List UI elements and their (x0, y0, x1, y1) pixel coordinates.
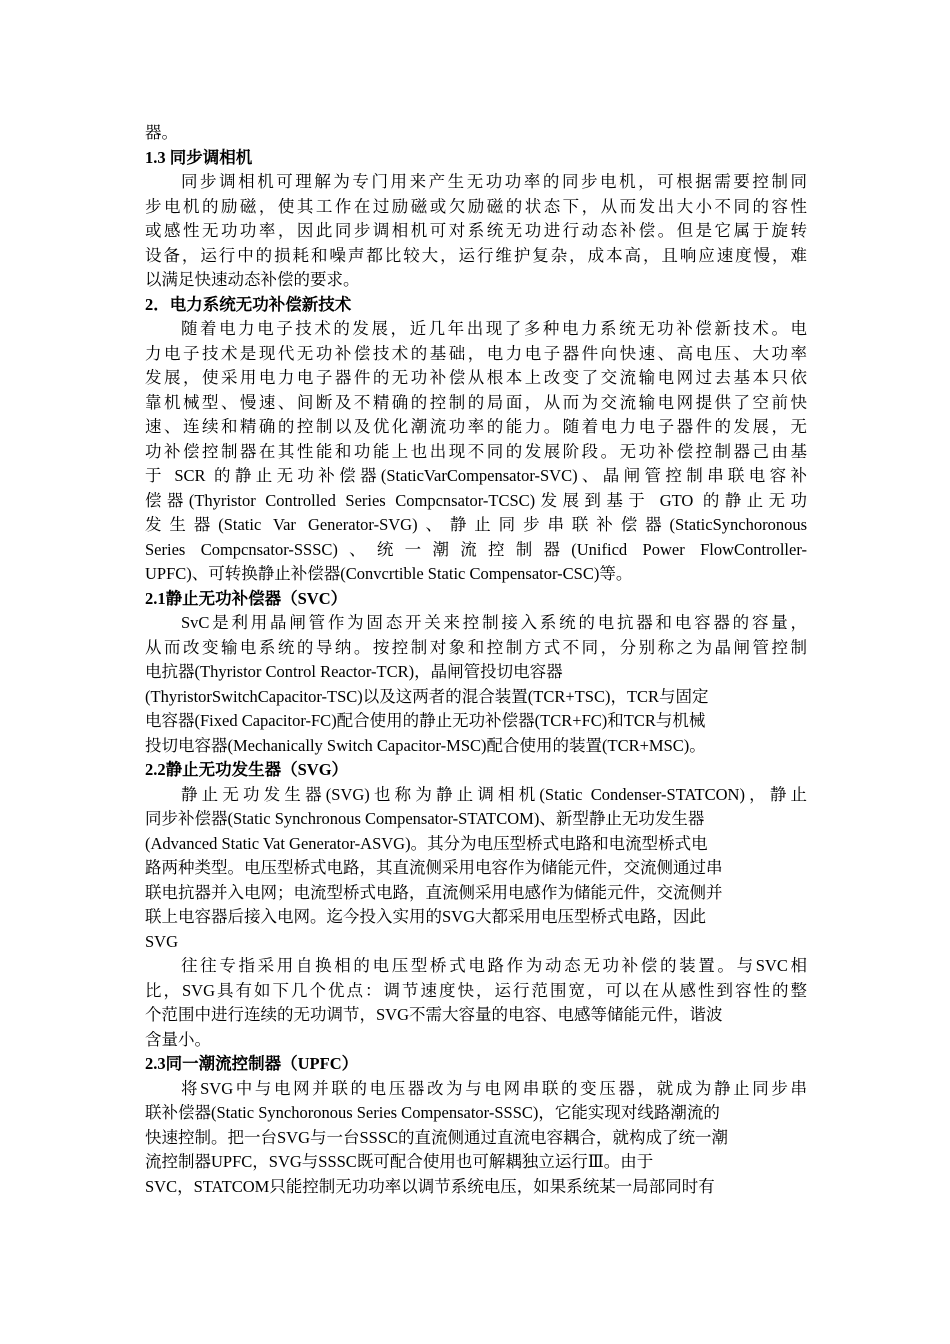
text-line: 随着电力电子技术的发展，近几年出现了多种电力系统无功补偿新技术。电 (181, 319, 807, 338)
text-line: 含量小。 (145, 1029, 211, 1049)
text-line: 以满足快速动态补偿的要求。 (145, 270, 360, 289)
text-line: 电容器(Fixed Capacitor-FC)配合使用的静止无功补偿器(TCR+FC)和TCR与机械 (145, 711, 706, 730)
text-line: 器。 (145, 123, 178, 142)
text-line: 流控制器UPFC，SVG与SSSC既可配合使用也可解耦独立运行Ⅲ。由于 (145, 1152, 654, 1171)
paragraph-svg (145, 783, 807, 955)
section-heading-2-3: 2.3同一潮流控制器（UPFC） (145, 1054, 359, 1073)
text-line: 力电子技术是现代无功补偿技术的基础，电力电子器件向快速、高电压、大功率 (145, 343, 807, 363)
text-line: 静止无功发生器(SVG)也称为静止调相机(Static Condenser-STATCON)，静止 (181, 784, 807, 804)
document-page (145, 121, 807, 1199)
text-line: 设备，运行中的损耗和噪声都比较大，运行维护复杂，成本高，且响应速度慢，难 (145, 245, 807, 265)
text-line: 发展，使采用电力电子器件的无功补偿从根本上改变了交流输电网过去基本只依 (145, 368, 807, 387)
text-line: (ThyristorSwitchCapacitor-TSC)以及这两者的混合装置(TCR+TSC)，TCR与固定 (145, 686, 709, 706)
text-line: 联补偿器(Static Synchoronous Series Compensator-SSSC)，它能实现对线路潮流的 (145, 1103, 720, 1122)
text-line: SVC，STATCOM只能控制无功功率以调节系统电压，如果系统某一局部同时有 (145, 1176, 715, 1196)
text-line: 发生器(Static Var Generator-SVG)、静止同步串联补偿器(StaticSynchoronous (145, 515, 807, 534)
text-line: 靠机械型、慢速、间断及不精确的控制的局面，从而为交流输电网提供了空前快 (145, 392, 807, 412)
paragraph-upfc (145, 1077, 807, 1200)
text-fragment (145, 121, 807, 146)
section-heading-2-2: 2.2静止无功发生器（SVG） (145, 760, 349, 779)
paragraph-new-technologies (145, 317, 807, 587)
text-line: 从而改变输电系统的导纳。按控制对象和控制方式不同，分别称之为晶闸管控制 (145, 637, 807, 657)
text-line: 比，SVG具有如下几个优点：调节速度快，运行范围宽，可以在从感性到容性的整 (145, 980, 807, 1000)
text-line: 个范围中进行连续的无功调节，SVG不需大容量的电容、电感等储能元件，谐波 (145, 1005, 723, 1024)
text-line: Series Compcnsator-SSSC)、统一潮流控制器(Unificd Power FlowController- (145, 539, 807, 559)
text-line: 步电机的励磁，使其工作在过励磁或欠励磁的状态下，从而发出大小不同的容性 (145, 196, 807, 216)
text-line: 投切电容器(Mechanically Switch Capacitor-MSC)配合使用的装置(TCR+MSC)。 (145, 735, 706, 755)
paragraph-synchronous-condenser (145, 170, 807, 293)
text-line: 路两种类型。电压型桥式电路，其直流侧采用电容作为储能元件，交流侧通过串 (145, 858, 723, 877)
text-line: 同步调相机可理解为专门用来产生无功功率的同步电机，可根据需要控制同 (181, 172, 807, 191)
text-line: 功补偿控制器在其性能和功能上也出现不同的发展阶段。无功补偿控制器己由基 (145, 441, 807, 461)
text-line: 将SVG中与电网并联的电压器改为与电网串联的变压器，就成为静止同步串 (181, 1078, 807, 1098)
text-line: UPFC)、可转换静止补偿器(Convcrtible Static Compensator-CSC)等。 (145, 564, 633, 583)
text-line: (Advanced Static Vat Generator-ASVG)。其分为电压型桥式电路和电流型桥式电 (145, 833, 708, 853)
text-line: 速、连续和精确的控制以及优化潮流功率的能力。随着电力电子器件的发展，无 (145, 417, 807, 436)
section-heading-2: 2．电力系统无功补偿新技术 (145, 294, 352, 314)
text-line: 偿器(Thyristor Controlled Series Compcnsator-TCSC)发展到基于 GTO 的静止无功 (145, 490, 807, 510)
text-line: 往往专指采用自换相的电压型桥式电路作为动态无功补偿的装置。与SVC相 (181, 956, 807, 975)
text-line: 联上电容器后接入电网。迄今投入实用的SVG大都采用电压型桥式电路，因此 (145, 907, 707, 926)
text-line: 同步补偿器(Static Synchronous Compensator-STATCOM)、新型静止无功发生器 (145, 809, 705, 828)
text-line: SVG (145, 931, 179, 951)
section-heading-1-3: 1.3 同步调相机 (145, 147, 253, 167)
paragraph-svc (145, 611, 807, 758)
paragraph-svg-advantages (145, 954, 807, 1052)
text-line: 快速控制。把一台SVG与一台SSSC的直流侧通过直流电容耦合，就构成了统一潮 (145, 1127, 729, 1147)
text-line: 于 SCR 的静止无功补偿器(StaticVarCompensator-SVC)、晶闸管控制串联电容补 (145, 466, 807, 485)
text-line: 联电抗器并入电网；电流型桥式电路，直流侧采用电感作为储能元件，交流侧并 (145, 882, 723, 902)
text-line: 电抗器(Thyristor Control Reactor-TCR)，晶闸管投切电容器 (145, 662, 563, 681)
section-heading-2-1: 2.1静止无功补偿器（SVC） (145, 588, 348, 608)
text-line: SvC是利用晶闸管作为固态开关来控制接入系统的电抗器和电容器的容量， (181, 613, 807, 632)
text-line: 或感性无功功率，因此同步调相机可对系统无功进行动态补偿。但是它属于旋转 (145, 221, 807, 240)
